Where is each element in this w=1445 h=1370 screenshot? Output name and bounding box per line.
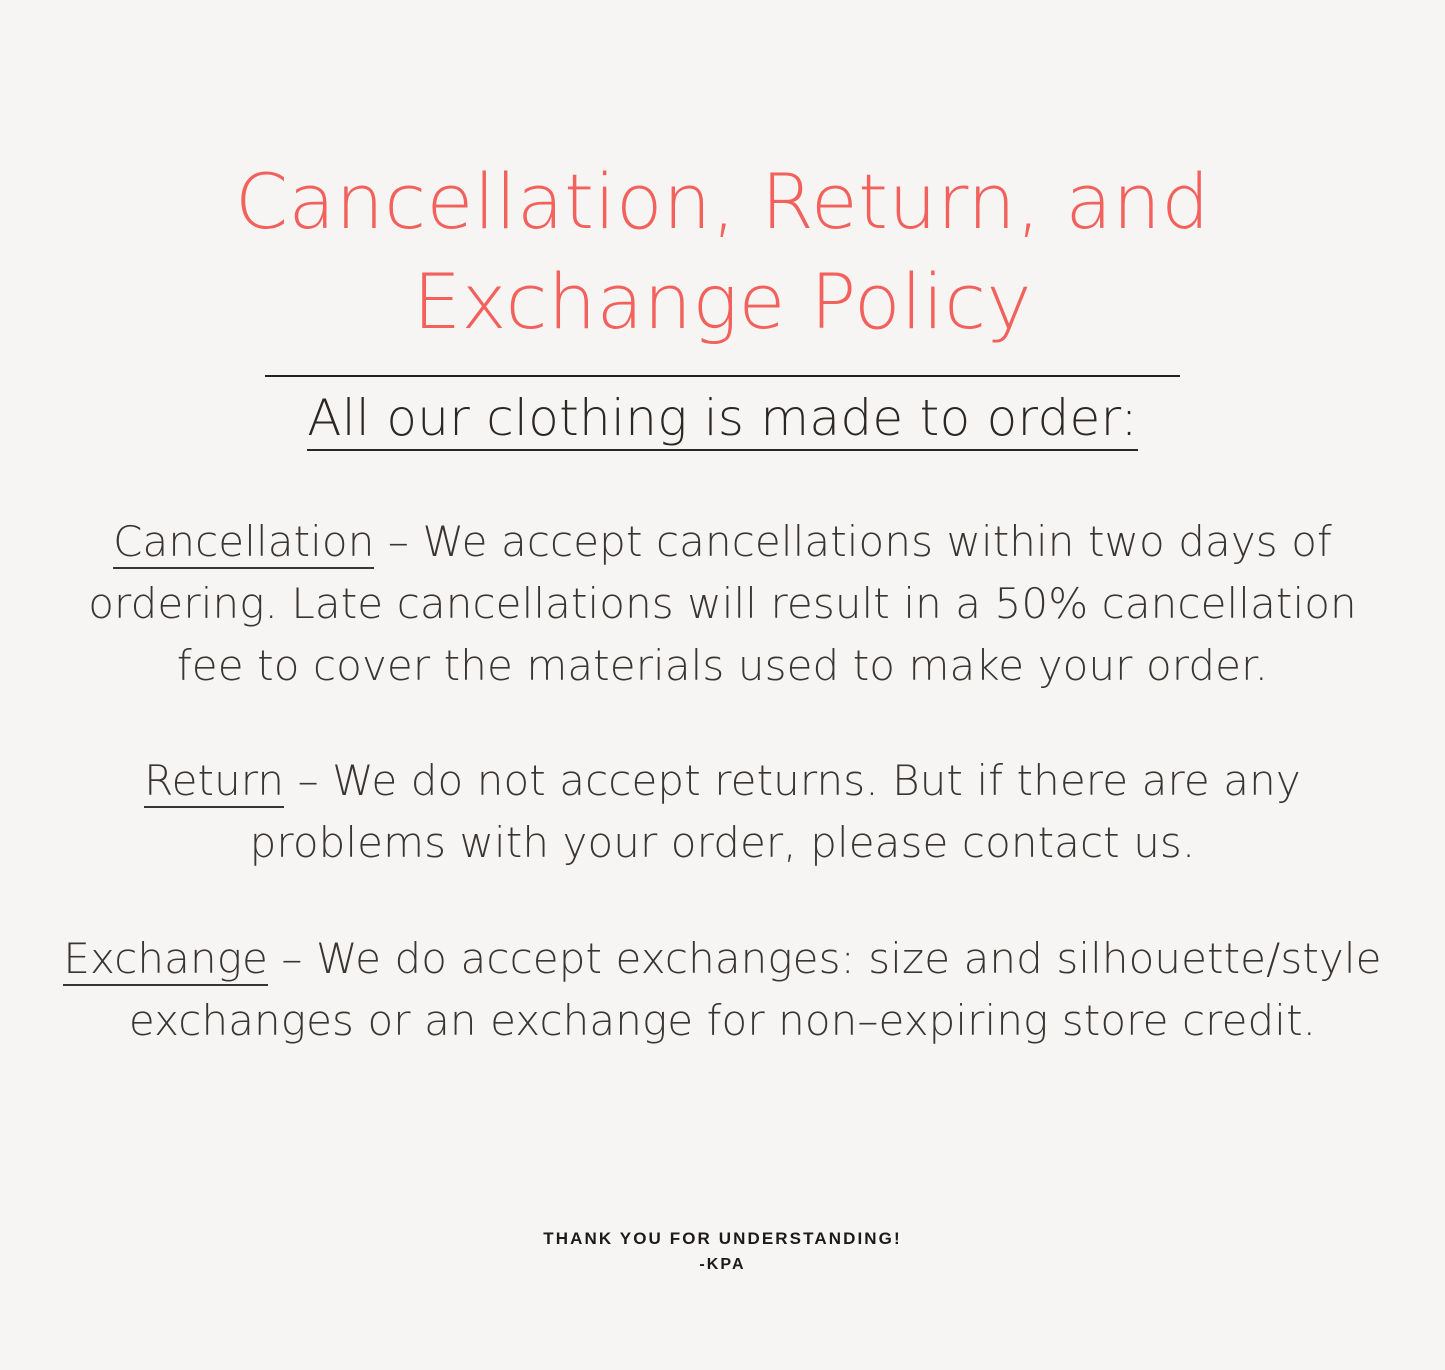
section-cancellation-text: We accept cancellations within two days of ordering. Late cancellations will result in a 50% cancellation fee to cover the materials used to make your order. (88, 517, 1357, 690)
section-exchange (60, 928, 1385, 1051)
section-return (60, 750, 1385, 873)
section-exchange-dash: – (267, 933, 316, 983)
subtitle-text: All our clothing is made to order: (307, 389, 1138, 451)
section-exchange-text: We do accept exchanges: size and silhouette/style exchanges or an exchange for non–expiring store credit. (128, 933, 1382, 1045)
section-cancellation-dash: – (374, 517, 423, 567)
page-title: Cancellation, Return, and Exchange Policy (234, 157, 1211, 347)
section-cancellation-term: Cancellation (113, 517, 374, 569)
horizontal-divider (265, 375, 1180, 377)
section-exchange-term: Exchange (63, 934, 268, 986)
subtitle (0, 387, 1445, 450)
footer-signature: -KPA (699, 1256, 746, 1273)
policy-sections (0, 511, 1445, 1051)
section-return-text: We do not accept returns. But if there are any problems with your order, please contact us. (249, 756, 1301, 868)
footer-thank-you: THANK YOU FOR UNDERSTANDING! (543, 1229, 902, 1248)
section-cancellation (60, 511, 1385, 696)
section-return-dash: – (284, 756, 333, 806)
section-return-term: Return (144, 756, 284, 808)
footer (0, 1229, 1445, 1274)
title-divider-wrapper (0, 375, 1445, 377)
